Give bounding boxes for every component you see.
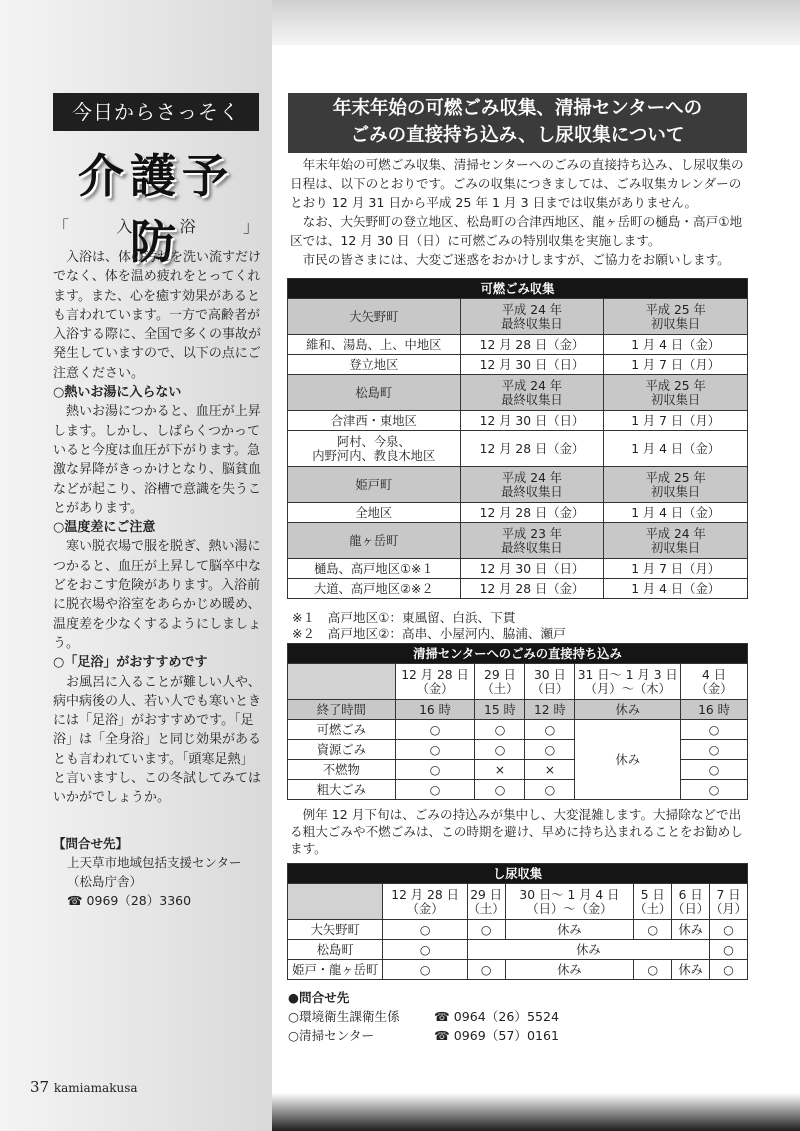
date-header: 7 日 （月） [710,884,748,920]
mark-cell: ○ [383,920,467,940]
section-heading: ○温度差にご注意 [53,520,156,536]
col-header-last: 平成 24 年 最終収集日 [460,467,604,503]
town-cell: 松島町 [288,940,383,960]
table-row [288,355,748,375]
area-cell: 合津西・東地区 [288,411,461,431]
table-caption: 可燃ごみ収集 [288,279,748,299]
town-cell: 大矢野町 [288,920,383,940]
end-time-cell: 15 時 [475,700,525,720]
page-brand: kamiamakusa [53,1081,138,1095]
end-time-cell: 12 時 [525,700,575,720]
dropoff-note-text: 例年 12 月下旬は、ごみの持込みが集中し、大変混雑します。大掃除などで出る粗大ごみや不燃ごみは、この時期を避け、早めに持ち込まれることをお勧めします。 [290,807,743,856]
waste-type-cell: 資源ごみ [288,740,396,760]
table-row [288,559,748,579]
area-cell: 阿村、今泉、 内野河内、教良木地区 [288,431,461,467]
section-heading: ○「足浴」がおすすめです [53,655,208,671]
contact-phone: ☎ 0964（26）5524 [434,1009,560,1024]
end-time-cell: 16 時 [681,700,748,720]
article-title-line2: ごみの直接持ち込み、し尿収集について [350,125,685,146]
mark-cell: ○ [634,960,672,980]
left-subtitle [53,214,259,237]
corner-cell [288,884,383,920]
left-contact [53,834,263,910]
mark-cell: ○ [475,720,525,740]
article-title-line1: 年末年始の可燃ごみ収集、清掃センターへの [332,98,703,119]
mark-cell: ○ [395,720,475,740]
town-cell: 姫戸・龍ヶ岳町 [288,960,383,980]
date-header: 6 日 （日） [672,884,710,920]
article-intro [290,155,748,269]
area-cell: 大道、高戸地区②※２ [288,579,461,599]
left-title: 介護予防 [78,149,234,269]
area-cell: 維和、湯島、上、中地区 [288,335,461,355]
right-contact [288,988,748,1045]
area-cell: 登立地区 [288,355,461,375]
table-row [288,503,748,523]
intro-paragraph: なお、大矢野町の登立地区、松島町の合津西地区、龍ヶ岳町の樋島・高戸①地区では、12 月 30 日（日）に可燃ごみの特別収集を実施します。 [290,214,743,248]
date-header: 4 日 （金） [681,664,748,700]
mark-cell: ○ [467,920,505,940]
contact-name: ○環境衛生課衛生係 [288,1009,400,1024]
first-date-cell: 1 月 4 日（金） [604,335,748,355]
mark-cell: ○ [395,780,475,800]
end-time-cell: 16 時 [395,700,475,720]
first-date-cell: 1 月 4 日（金） [604,579,748,599]
left-header: 今日からさっそく [53,93,259,131]
first-date-cell: 1 月 4 日（金） [604,503,748,523]
last-date-cell: 12 月 28 日（金） [460,503,604,523]
mark-cell: ○ [467,960,505,980]
last-date-cell: 12 月 28 日（金） [460,579,604,599]
mark-cell: ○ [395,760,475,780]
table-row [288,579,748,599]
date-header: 29 日 （土） [475,664,525,700]
last-date-cell: 12 月 28 日（金） [460,335,604,355]
section-text: 寒い脱衣場で服を脱ぎ、熱い湯につかると、血圧が上昇して脳卒中などをおこす危険があります。入浴前に脱衣場や浴室をあらかじめ暖め、温度差を少なくするようにしましょう。 [53,539,262,651]
mark-cell: ○ [475,780,525,800]
mark-cell: × [525,760,575,780]
waste-type-cell: 不燃物 [288,760,396,780]
date-header: 29 日 （土） [467,884,505,920]
left-contact-place: （松島庁舎） [67,874,143,889]
table-caption: し尿収集 [288,864,748,884]
direct-dropoff-table [287,643,748,800]
intro-paragraph: 年末年始の可燃ごみ収集、清掃センターへのごみの直接持ち込み、し尿収集の日程は、以下のとおりです。ごみの収集につきましては、ごみ収集カレンダーのとおり 12 月 31 日から平成 25 年 1 月 3 日までは収集がありません。 [290,157,744,210]
mark-cell: ○ [710,960,748,980]
mark-cell: 休み [672,960,710,980]
subtitle-bracket-close: 」 [242,217,259,236]
human-waste-collection-table [287,863,748,980]
first-date-cell: 1 月 7 日（月） [604,559,748,579]
intro-paragraph: 市民の皆さまには、大変ご迷惑をおかけしますが、ご協力をお願いします。 [302,252,730,267]
col-header-last: 平成 23 年 最終収集日 [460,523,604,559]
table-row [288,431,748,467]
mark-cell: × [475,760,525,780]
waste-type-cell: 粗大ごみ [288,780,396,800]
mark-cell: ○ [710,920,748,940]
left-intro: 入浴は、体の汚れを洗い流すだけでなく、体を温め疲れをとってくれます。また、心を癒す効果があるとも言われています。一方で高齢者が入浴する際に、全国で多くの事故が発生していますので、以下の点にご注意ください。 [53,250,262,381]
mark-cell: ○ [525,720,575,740]
end-time-cell: 休み [575,700,681,720]
table-row [288,720,748,740]
end-time-label: 終了時間 [288,700,396,720]
first-date-cell: 1 月 7 日（月） [604,411,748,431]
bottom-band [272,1093,800,1131]
table-row [288,960,748,980]
burnable-collection-table [287,278,748,599]
town-header: 松島町 [288,375,461,411]
first-date-cell: 1 月 7 日（月） [604,355,748,375]
area-cell: 樋島、高戸地区①※１ [288,559,461,579]
article-title [288,93,747,153]
table-row [288,335,748,355]
date-header: 12 月 28 日 （金） [395,664,475,700]
last-date-cell: 12 月 30 日（日） [460,559,604,579]
subtitle-char-1: 入 [116,217,133,236]
date-header: 5 日 （土） [634,884,672,920]
mark-cell: ○ [681,760,748,780]
table-row [288,940,748,960]
table-row [288,411,748,431]
date-header: 12 月 28 日 （金） [383,884,467,920]
last-date-cell: 12 月 30 日（日） [460,355,604,375]
note-1: ※１ 高戸地区①：東風留、白浜、下貫 [292,610,516,625]
mark-cell: 休み [672,920,710,940]
area-cell: 全地区 [288,503,461,523]
contact-phone: ☎ 0969（57）0161 [434,1028,560,1043]
mark-cell: ○ [681,780,748,800]
date-header: 30 日 （日） [525,664,575,700]
table-caption: 清掃センターへのごみの直接持ち込み [288,644,748,664]
mark-cell: ○ [383,940,467,960]
left-contact-org: 上天草市地域包括支援センター [67,855,242,870]
col-header-first: 平成 25 年 初収集日 [604,467,748,503]
contact-row [288,1026,748,1045]
last-date-cell: 12 月 30 日（日） [460,411,604,431]
left-body [53,248,261,808]
mark-cell: ○ [710,940,748,960]
section-text: 熱いお湯につかると、血圧が上昇します。しかし、しばらくつかっていると今度は血圧が下がります。急激な昇降がきっかけとなり、脳貧血などが起こり、浴槽で意識を失うことがあります。 [53,404,262,516]
col-header-last: 平成 24 年 最終収集日 [460,299,604,335]
section-heading: ○熱いお湯に入らない [53,385,182,401]
right-contact-heading: ●問合せ先 [288,990,350,1005]
note-2: ※２ 高戸地区②：高串、小屋河内、脇浦、瀬戸 [292,626,566,641]
dropoff-note [290,806,750,857]
page-number-value: 37 [30,1078,50,1096]
subtitle-bracket-open: 「 [53,217,70,236]
mark-cell: ○ [383,960,467,980]
section-text: お風呂に入ることが難しい人や、病中病後の人、若い人でも寒いときには「足浴」がおすすめです。「足浴」は「全身浴」と同じ効果があるとも言われています。「頭寒足熱」と言いますし、この冬試してみてはいかがでしょうか。 [53,674,262,806]
mark-cell: 休み [505,920,634,940]
table-row [288,920,748,940]
town-header: 大矢野町 [288,299,461,335]
mark-cell: ○ [634,920,672,940]
top-band [272,0,800,45]
town-header: 姫戸町 [288,467,461,503]
col-header-last: 平成 24 年 最終収集日 [460,375,604,411]
closed-cell: 休み [575,720,681,800]
contact-row [288,1007,748,1026]
col-header-first: 平成 25 年 初収集日 [604,299,748,335]
mark-cell: ○ [681,720,748,740]
contact-name: ○清掃センター [288,1028,375,1043]
waste-type-cell: 可燃ごみ [288,720,396,740]
left-contact-phone: ☎ 0969（28）3360 [67,893,192,908]
town-header: 龍ヶ岳町 [288,523,461,559]
col-header-first: 平成 24 年 初収集日 [604,523,748,559]
mark-cell: ○ [525,780,575,800]
left-contact-heading: 【問合せ先】 [53,836,129,851]
page-number [30,1078,138,1096]
date-header: 31 日～ 1 月 3 日 （月）～（木） [575,664,681,700]
corner-cell [288,664,396,700]
subtitle-char-2: 浴 [179,217,196,236]
mark-cell: ○ [395,740,475,760]
date-header: 30 日～ 1 月 4 日 （日）～（金） [505,884,634,920]
mark-cell: ○ [681,740,748,760]
first-date-cell: 1 月 4 日（金） [604,431,748,467]
mark-cell: 休み [505,960,634,980]
mark-cell: ○ [525,740,575,760]
table-notes [292,610,566,642]
col-header-first: 平成 25 年 初収集日 [604,375,748,411]
last-date-cell: 12 月 28 日（金） [460,431,604,467]
mark-cell: ○ [475,740,525,760]
closed-cell: 休み [467,940,709,960]
